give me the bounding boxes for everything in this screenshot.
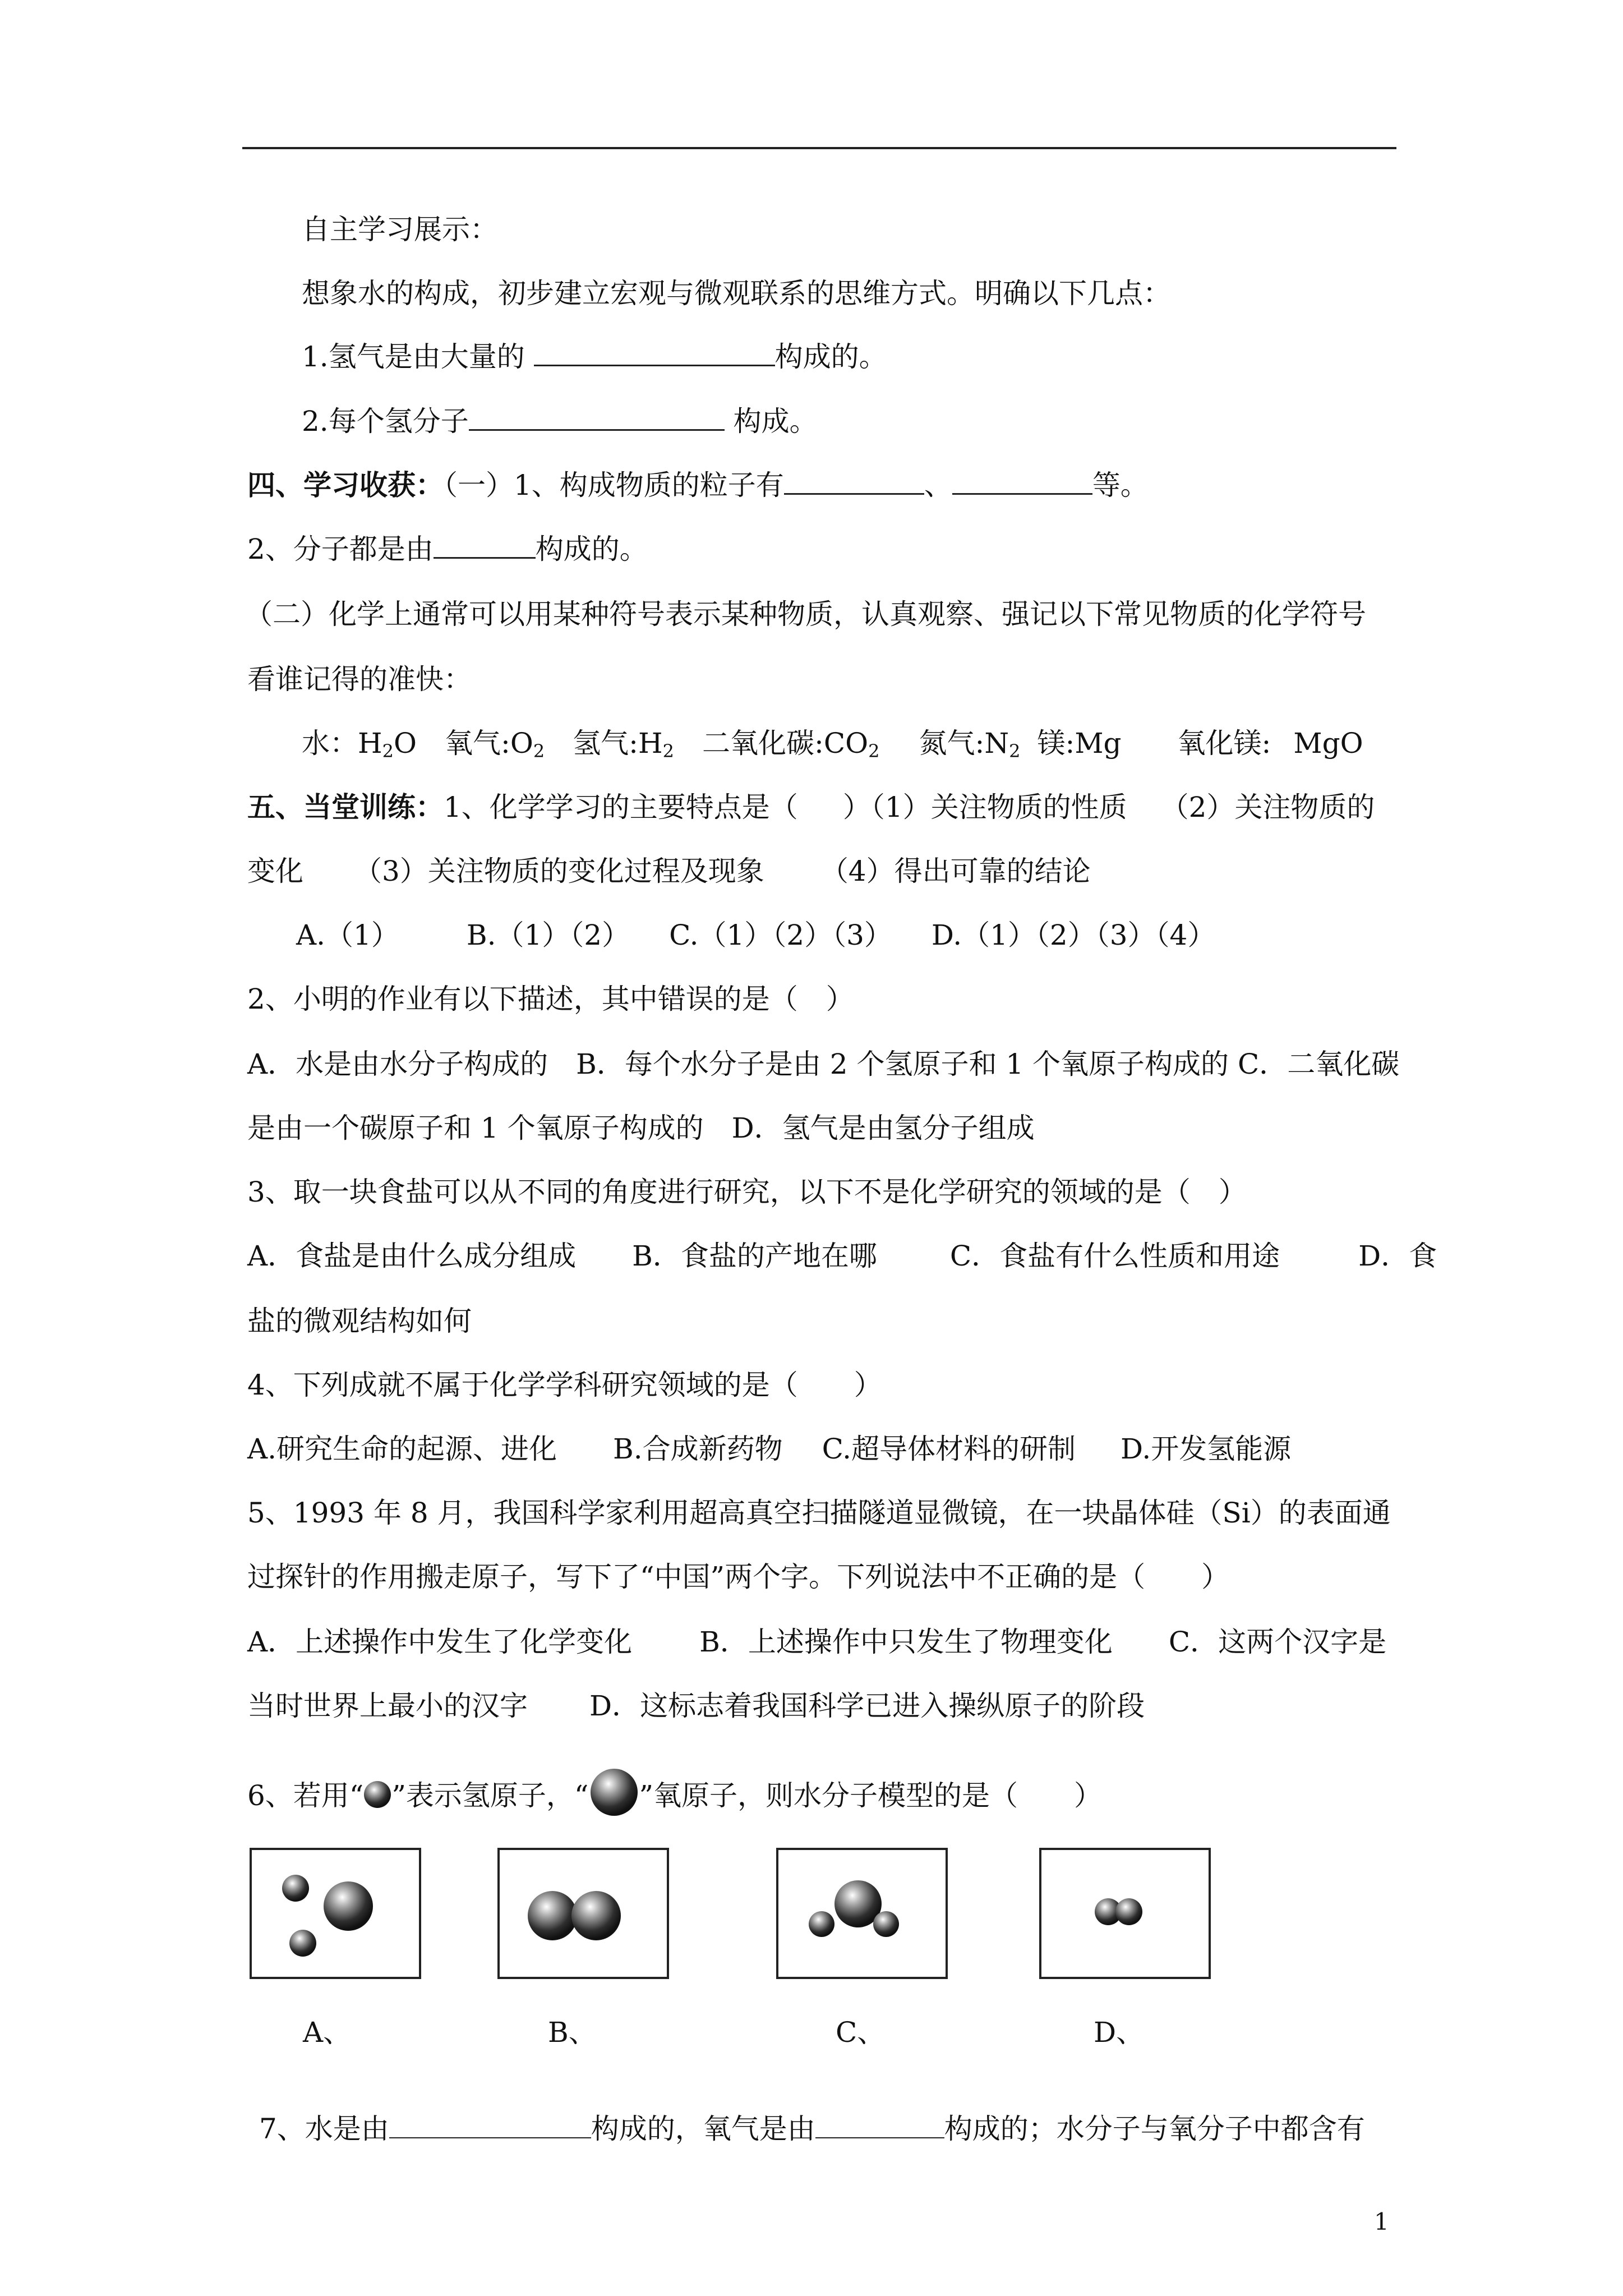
q4-options bbox=[247, 1430, 1291, 1467]
molecule-model-d-icon bbox=[1041, 1850, 1209, 1977]
q4-option-b[interactable]: B.合成新药物 bbox=[613, 1433, 783, 1465]
q5-option-d[interactable]: D．这标志着我国科学已进入操纵原子的阶段 bbox=[589, 1690, 1145, 1722]
section4-title: 四、学习收获： bbox=[247, 468, 444, 501]
oxygen-atom-icon bbox=[589, 1767, 639, 1818]
q5-line2: 过探针的作用搬走原子，写下了“中国”两个字。下列说法中不正确的是（ ） bbox=[247, 1561, 1230, 1593]
q1-line2: 变化 （3）关注物质的变化过程及现象 （4）得出可靠的结论 bbox=[247, 855, 1091, 887]
q1-line1: 五、当堂训练：1、化学学习的主要特点是（ ）（1）关注物质的性质 （2）关注物质的 bbox=[247, 790, 1375, 823]
section5-title: 五、当堂训练： bbox=[247, 790, 444, 823]
q3-option-c[interactable]: C．食盐有什么性质和用途 bbox=[949, 1240, 1280, 1272]
formula-water: 水：$H_2O$ bbox=[302, 727, 417, 762]
self-study-item-1: 1.氢气是由大量的 构成的。 bbox=[302, 338, 887, 375]
q6-model-d[interactable] bbox=[1039, 1848, 1211, 1979]
self-study-heading: 自主学习展示： bbox=[302, 213, 498, 246]
q3-option-a[interactable]: A．食盐是由什么成分组成 bbox=[247, 1240, 577, 1272]
q5-option-c[interactable]: C．这两个汉字是 bbox=[1168, 1626, 1387, 1658]
q5-line4: 当时世界上最小的汉字 D．这标志着我国科学已进入操纵原子的阶段 bbox=[247, 1690, 1145, 1722]
q6-label-a[interactable]: A、 bbox=[303, 2016, 352, 2049]
q4-stem: 4、下列成就不属于化学学科研究领域的是（ ） bbox=[247, 1369, 882, 1401]
self-study-intro: 想象水的构成，初步建立宏观与微观联系的思维方式。明确以下几点： bbox=[302, 277, 1171, 310]
answer-blank[interactable] bbox=[952, 467, 1092, 495]
q4-option-d[interactable]: D.开发氢能源 bbox=[1121, 1433, 1292, 1465]
section4-line1: 四、学习收获：（一）1、构成物质的粒子有 、 等。 bbox=[247, 468, 1149, 501]
molecule-model-c-icon bbox=[778, 1850, 946, 1977]
q2-stem: 2、小明的作业有以下描述，其中错误的是（ ） bbox=[247, 983, 854, 1015]
formula-list bbox=[302, 725, 1363, 762]
q1-option-b[interactable]: B.（1）（2） bbox=[466, 919, 630, 951]
q7-stem: 7、水是由 构成的，氧气是由 构成的；水分子与氧分子中都含有 bbox=[259, 2113, 1365, 2145]
molecule-model-b-icon bbox=[500, 1850, 667, 1977]
q1-options bbox=[296, 917, 1215, 954]
section4-line3: （二）化学上通常可以用某种符号表示某种物质，认真观察、强记以下常见物质的化学符号 bbox=[245, 598, 1366, 631]
formula-magnesium: 镁:Mg bbox=[1037, 727, 1122, 760]
formula-hydrogen: 氢气$:H_2$ bbox=[573, 727, 675, 762]
answer-blank[interactable] bbox=[815, 2111, 944, 2138]
q2-line2: A．水是由水分子构成的 B．每个水分子是由 2 个氢原子和 1 个氧原子构成的 C．二氧化碳 bbox=[247, 1048, 1400, 1080]
page-number: 1 bbox=[1374, 2208, 1389, 2235]
q4-option-a[interactable]: A.研究生命的起源、进化 bbox=[247, 1433, 557, 1465]
q4-option-c[interactable]: C.超导体材料的研制 bbox=[822, 1433, 1076, 1465]
q5-stem: 5、1993 年 8 月，我国科学家利用超高真空扫描隧道显微镜，在一块晶体硅（Si）的表面通 bbox=[247, 1497, 1391, 1529]
answer-blank[interactable] bbox=[389, 2111, 591, 2138]
answer-blank[interactable] bbox=[434, 531, 536, 559]
q3-option-d[interactable]: D．食 bbox=[1358, 1240, 1437, 1272]
q5-options bbox=[247, 1623, 1386, 1660]
q6-label-b[interactable]: B、 bbox=[548, 2016, 597, 2049]
q6-model-b[interactable] bbox=[497, 1848, 669, 1979]
self-study-item-2: 2.每个氢分子 构成。 bbox=[302, 403, 818, 440]
q6-label-d[interactable]: D、 bbox=[1094, 2016, 1145, 2049]
q6-model-a[interactable] bbox=[250, 1848, 421, 1979]
formula-nitrogen: 氮气$:N_2$ bbox=[919, 727, 1021, 762]
q3-options bbox=[247, 1237, 1437, 1274]
q2-line3: 是由一个碳原子和 1 个氧原子构成的 D．氢气是由氢分子组成 bbox=[247, 1112, 1035, 1144]
section4-line4: 看谁记得的准快： bbox=[247, 663, 472, 696]
hydrogen-atom-icon bbox=[363, 1780, 391, 1809]
formula-mgo: 氧化镁: MgO bbox=[1177, 727, 1363, 760]
q6-stem: 6、若用“ ”表示氢原子，“ ”氧原子，则水分子模型的是（ ） bbox=[247, 1767, 1102, 1818]
molecule-model-a-icon bbox=[252, 1850, 419, 1977]
formula-co2: 二氧化碳$:CO_2$ bbox=[702, 727, 880, 762]
q6-label-c[interactable]: C、 bbox=[836, 2016, 886, 2049]
q5-option-b[interactable]: B．上述操作中只发生了物理变化 bbox=[699, 1626, 1113, 1658]
section4-line2: 2、分子都是由 构成的。 bbox=[247, 531, 648, 568]
answer-blank[interactable] bbox=[784, 467, 924, 495]
q3-line3: 盐的微观结构如何 bbox=[247, 1305, 472, 1337]
answer-blank[interactable] bbox=[534, 339, 775, 366]
header-rule bbox=[242, 147, 1396, 149]
q5-option-a[interactable]: A．上述操作中发生了化学变化 bbox=[247, 1626, 633, 1658]
q1-option-c[interactable]: C.（1）（2）（3） bbox=[669, 919, 892, 951]
q1-option-d[interactable]: D.（1）（2）（3）（4） bbox=[931, 919, 1216, 951]
q3-option-b[interactable]: B．食盐的产地在哪 bbox=[632, 1240, 877, 1272]
q3-stem: 3、取一块食盐可以从不同的角度进行研究，以下不是化学研究的领域的是（ ） bbox=[247, 1176, 1247, 1208]
formula-oxygen: 氧气$:O_2$ bbox=[444, 727, 545, 762]
answer-blank[interactable] bbox=[469, 403, 725, 431]
q6-model-c[interactable] bbox=[776, 1848, 948, 1979]
q1-option-a[interactable]: A.（1） bbox=[296, 919, 399, 951]
